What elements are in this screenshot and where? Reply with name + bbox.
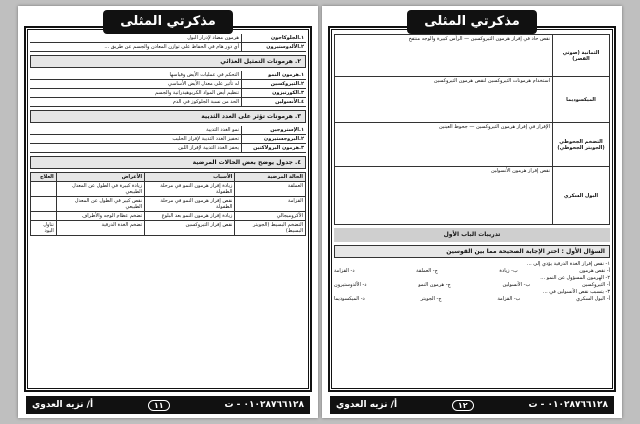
answer-options xyxy=(334,268,610,275)
table-row xyxy=(335,123,610,167)
answer-options xyxy=(334,282,610,289)
list-term: ١.هرمون النمو xyxy=(241,71,306,79)
table-cell: الإفراز في إفراز هرمون الثيروكسين — جحوظ العينين xyxy=(335,123,553,167)
exercises-band: تدريبات الباب الأول xyxy=(334,228,610,242)
answer-option: أ- الثيروكسين xyxy=(581,282,610,288)
list-item xyxy=(30,135,306,144)
table-cell xyxy=(31,197,57,212)
page-number: ١١ xyxy=(148,400,170,411)
table-cell: زيادة إفراز هرمون النمو في مرحلة الطفولة xyxy=(145,182,235,197)
answer-option: أ- نقص هرمون xyxy=(579,268,610,274)
column-header: الحالة المرضية xyxy=(235,173,306,182)
list-term: ١.الإستروجين xyxy=(241,126,306,134)
left-page xyxy=(18,6,318,418)
table-cell: نقص إفراز هرمون النمو في مرحلة الطفولة xyxy=(145,197,235,212)
question-heading: السؤال الأول : اختر الإجابة الصحيحة مما بين القوسين xyxy=(334,245,610,258)
answer-option: ب- زيادة xyxy=(499,268,518,274)
list-item xyxy=(30,144,306,153)
list-term: ٢.البروجستيرون xyxy=(241,135,306,143)
table-cell: زيادة كبيرة في الطول عن المعدل الطبيعي xyxy=(56,182,144,197)
list-desc: التحكم في عمليات الأيض وقياسها xyxy=(169,72,239,78)
column-header: الأعراض xyxy=(56,173,144,182)
list-desc: له تأثير على معدل الأيض الأساسي xyxy=(168,81,239,87)
table-cell: البول السكري xyxy=(553,167,610,225)
table-cell: زيادة إفراز هرمون النمو بعد البلوغ xyxy=(145,212,235,221)
table-cell: نقص حاد في إفراز هرمون الثيروكسين — الرأس كبيرة والوجه منتفخ xyxy=(335,35,553,77)
author-name: أ/ نزيه العدوي xyxy=(32,400,94,410)
list-item xyxy=(30,80,306,89)
table-row xyxy=(31,221,306,236)
table-row xyxy=(335,35,610,77)
left-content xyxy=(30,34,306,386)
table-cell xyxy=(31,212,57,221)
column-header: العلاج xyxy=(31,173,57,182)
question-item xyxy=(334,261,610,275)
answer-option: أ- البول السكري xyxy=(576,296,610,302)
table-cell: التضخم الجحوظي (الجويتر الجحوظي) xyxy=(553,123,610,167)
table-cell: التضخم البسيط (الجويتر البسيط) xyxy=(235,221,306,236)
answer-option: ب- القزامة xyxy=(497,296,521,302)
question-item xyxy=(334,275,610,289)
answer-options xyxy=(334,296,610,303)
conditions-table xyxy=(30,172,306,236)
def-row xyxy=(30,43,306,52)
table-cell: تضخم الغدة الدرقية xyxy=(56,221,144,236)
table-row xyxy=(31,197,306,212)
table-row xyxy=(335,77,610,123)
right-page xyxy=(322,6,622,418)
list-term: ٣.هرمون البرولاكتين xyxy=(241,144,306,152)
list-item xyxy=(30,98,306,107)
table-cell xyxy=(31,182,57,197)
page-footer xyxy=(330,396,614,414)
page-number: ١٢ xyxy=(452,400,474,411)
table-row xyxy=(31,212,306,221)
right-content xyxy=(334,34,610,386)
def-row xyxy=(30,34,306,43)
table-cell: الميكسوديما xyxy=(553,77,610,123)
answer-option: ج- الجويتر xyxy=(420,296,442,302)
table-cell: القزامة xyxy=(235,197,306,212)
list-desc: تنظيم أيض المواد الكربوهيدراتية والجسم xyxy=(154,90,239,96)
section-heading: ٢. هرمونات التمثيل الغذائي xyxy=(30,55,306,68)
answer-option: ج- العملقة xyxy=(416,268,438,274)
question-text: ٣- يتسبب نقص الأنسولين في ... xyxy=(542,289,610,295)
page-footer xyxy=(26,396,310,414)
table-cell: تناول اليود xyxy=(31,221,57,236)
answer-option: د- الألدوستيرون xyxy=(334,282,367,288)
list-desc: الحد من نسبة الجلوكوز في الدم xyxy=(172,99,239,105)
table-row xyxy=(335,167,610,225)
question-text: ٢- الهرمون المسؤول عن النمو ... xyxy=(540,275,610,281)
answer-option: ب- الأنسولين xyxy=(502,282,531,288)
table-header-row xyxy=(31,173,306,182)
conditions-detail-table xyxy=(334,34,610,225)
table-cell: نقص إفراز هرمون الأنسولين xyxy=(335,167,553,225)
def-term: ٢.الألدوستيرون xyxy=(241,43,306,51)
table-cell: نقص كبير في الطول عن المعدل الطبيعي xyxy=(56,197,144,212)
list-desc: تحفيز الغدد الثديية لإفراز الحليب xyxy=(172,136,239,142)
page-title: مذكرتي المثلى xyxy=(407,10,537,34)
table-cell: الثمانية (صوتي القصر) xyxy=(553,35,610,77)
list-item xyxy=(30,71,306,80)
list-item xyxy=(30,126,306,135)
phone-number: ٠١٠٢٨٧٦٦١٢٨ - ت xyxy=(528,400,608,410)
table-cell: استخدام هرمونات الثيروكسين لنقص هرمون الثيروكسين xyxy=(335,77,553,123)
table-cell: العملقة xyxy=(235,182,306,197)
author-name: أ/ نزيه العدوي xyxy=(336,400,398,410)
def-term: ١.الجلوكاجون xyxy=(241,34,306,42)
list-term: ٢.الثيروكسين xyxy=(241,80,306,88)
question-text: ١- نقص إفراز الغدة الدرقية يؤدي إلى ... xyxy=(526,261,610,267)
answer-option: ج- هرمون النمو xyxy=(418,282,451,288)
answer-option: د- الميكسوديما xyxy=(334,296,365,302)
list-term: ٤.الأنسولين xyxy=(241,98,306,106)
answer-option: د- القزامة xyxy=(334,268,355,274)
def-desc: أي دور هام في الحفاظ على توازن المعادن والجسم عن طريق ... xyxy=(104,44,239,50)
table-cell: نقص إفراز الثيروكسين xyxy=(145,221,235,236)
list-desc: نمو الغدد الثديية xyxy=(206,127,239,133)
table-cell: الأكروميجالي xyxy=(235,212,306,221)
def-desc: هرمون مضاد لإدرار البول xyxy=(187,35,239,41)
section-heading: ٣. هرمونات تؤثر على الغدد الثديية xyxy=(30,110,306,123)
column-header: الأسباب xyxy=(145,173,235,182)
section-heading: ٤. جدول يوضح بعض الحالات المرضية xyxy=(30,156,306,169)
question-item xyxy=(334,289,610,303)
table-cell: تضخم عظام الوجه والأطراف xyxy=(56,212,144,221)
page-title: مذكرتي المثلى xyxy=(103,10,233,34)
phone-number: ٠١٠٢٨٧٦٦١٢٨ - ت xyxy=(224,400,304,410)
list-item xyxy=(30,89,306,98)
table-row xyxy=(31,182,306,197)
list-desc: يحفز الغدد الثديية لإفراز اللبن xyxy=(178,145,239,151)
list-term: ٣.الكورتيزون xyxy=(241,89,306,97)
